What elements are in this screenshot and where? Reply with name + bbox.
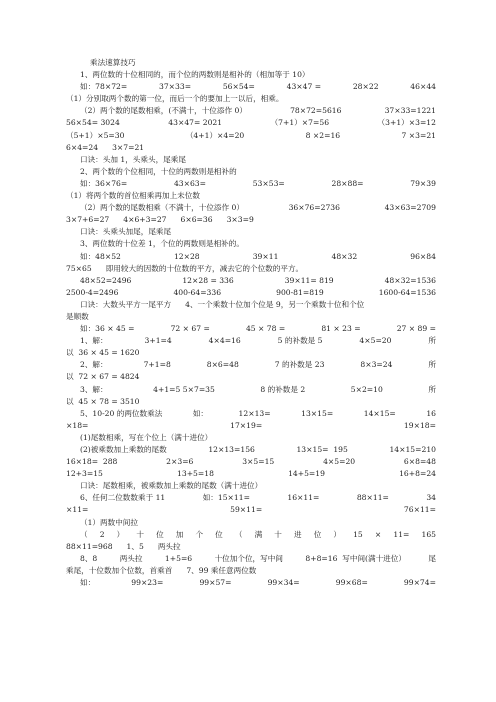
text-line	[66, 359, 436, 371]
text-segment: 79×39	[410, 178, 436, 188]
text-segment: 是顺数	[66, 311, 89, 321]
text-line	[66, 154, 436, 166]
text-segment: 8、8	[80, 553, 98, 563]
text-line	[66, 81, 436, 93]
text-segment: 48×32=1536	[384, 275, 436, 285]
text-segment: 43×47= 2021	[168, 118, 223, 128]
text-segment: 99×23=	[131, 578, 164, 588]
text-segment: 5 的补数是 5	[277, 336, 323, 346]
text-line	[66, 504, 436, 516]
text-segment: 如：48×52	[80, 251, 121, 261]
text-line	[66, 408, 436, 420]
text-segment: 8×6=48	[206, 360, 239, 370]
text-line	[66, 238, 436, 250]
text-segment: ×18=	[66, 420, 89, 430]
text-segment: 两头拉	[157, 541, 181, 551]
text-line	[66, 214, 436, 226]
text-segment: 如：36×76=	[80, 178, 128, 188]
text-segment: 3×3=9	[226, 215, 254, 225]
text-line	[66, 371, 436, 383]
text-segment: 39×11= 819	[284, 275, 334, 285]
text-segment: 两头拉	[119, 553, 143, 563]
text-segment: 位	[215, 529, 223, 539]
text-segment: 99×34=	[267, 578, 300, 588]
text-segment: 以 36 × 45 = 1620	[66, 348, 140, 358]
text-segment: 乘法速算技巧	[90, 58, 136, 67]
text-line	[66, 492, 436, 504]
text-segment: 12+3=15	[66, 469, 103, 479]
text-line	[66, 432, 436, 444]
text-segment: 14×15=210	[389, 445, 436, 454]
text-line	[66, 577, 436, 589]
text-segment: （7+1）×7=56	[270, 118, 330, 128]
text-segment: 6、任何二位数数乘于 11	[80, 493, 166, 503]
document-body	[66, 57, 436, 589]
text-segment: 8×3=24	[360, 360, 393, 370]
text-segment: 12×13=	[238, 408, 271, 418]
text-segment: 2500-4=2496	[66, 287, 119, 297]
text-segment: （2）两个数的尾数相乘，(不满十，十位添作 0）	[80, 106, 247, 116]
text-line	[66, 565, 436, 577]
text-segment: ）	[333, 529, 341, 539]
text-segment: 7、99 乘任意两位数	[186, 565, 257, 575]
text-segment: 以 72 × 67 = 4824	[66, 372, 140, 382]
text-segment: （1）分别取两个数的第一位，而后一个的要加上一以后，相乘。	[66, 94, 284, 104]
text-segment: 3×7=21	[112, 142, 145, 152]
text-segment: 8+8=16 写中间(满十进位）	[305, 553, 406, 563]
text-segment: 1、两位数的十位相同的，而个位的两数则是相补的（相加等于 10）	[80, 70, 310, 80]
text-segment: （4+1）×4=20	[185, 130, 245, 140]
text-segment: 88×11=968	[66, 541, 113, 551]
text-segment: (1)尾数相乘，写在个位上（满十进位）	[80, 432, 213, 442]
text-segment: 口诀：头乘头加尾，尾乘尾	[80, 227, 172, 237]
text-segment: 3×5=15	[242, 457, 275, 467]
text-segment: 99×57=	[199, 578, 232, 588]
text-segment: 4+1=5 5×7=35	[153, 384, 215, 394]
text-segment: 78×72=5616	[290, 106, 342, 116]
text-segment: （5+1）×5=30	[66, 130, 125, 140]
text-line	[66, 347, 436, 359]
text-line	[66, 190, 436, 202]
text-line	[66, 384, 436, 396]
text-segment: 37×33=	[159, 82, 192, 92]
text-segment: 7 ×3=21	[401, 130, 436, 140]
text-segment: 即用较大的因数的十位数的平方，减去它的个位数的平方。	[105, 263, 304, 273]
text-line	[66, 93, 436, 105]
text-segment: ×	[374, 529, 382, 539]
text-segment: 6×4=24	[66, 142, 99, 152]
text-segment: 以 45 × 78 = 3510	[66, 396, 140, 406]
text-segment: 十位加个位，写中间	[214, 553, 283, 563]
text-segment: 2	[99, 529, 105, 539]
text-segment: 个	[195, 529, 204, 539]
text-segment: 4×5=20	[323, 457, 356, 467]
text-segment: 16	[426, 408, 436, 418]
text-line	[66, 335, 436, 347]
text-segment: 3、两位数的十位差 1，个位的两数则是相补的。	[80, 239, 244, 249]
text-segment: 12×28	[173, 251, 200, 261]
text-segment: 36×76=2736	[288, 203, 340, 213]
text-segment: 所	[428, 336, 436, 346]
text-line	[66, 275, 436, 287]
text-line	[66, 130, 436, 142]
text-segment: 2、两个数的个位相同，十位的两数则是相补的	[80, 166, 237, 176]
text-segment: 75×65	[66, 263, 92, 273]
text-segment: 28×22	[352, 82, 379, 92]
text-segment: （2）两个数的尾数相乘（不满十，十位添作 0）	[80, 203, 244, 213]
text-line	[66, 226, 436, 238]
text-segment: 如：36 × 45 =	[80, 324, 135, 334]
text-segment: 43×63=2709	[384, 203, 436, 213]
text-line	[66, 142, 436, 154]
text-segment: ）	[116, 529, 125, 539]
text-segment: （	[234, 529, 243, 539]
text-segment: ×11=	[66, 505, 89, 515]
text-segment: 乘尾，十位数加个位数，首乘首	[66, 565, 173, 575]
text-segment: 位	[156, 529, 164, 539]
text-segment: 2、解：	[80, 360, 108, 370]
text-segment: 76×11=	[403, 505, 436, 515]
text-segment: 59×11=	[230, 505, 263, 515]
text-segment: 1、解：	[80, 336, 108, 346]
text-segment: 48×52=2496	[80, 275, 132, 285]
text-segment: 14×15=	[363, 408, 396, 418]
text-segment: 56×54= 3024	[66, 118, 120, 128]
text-segment: 4、一个乘数十位加个位是 9，另一个乘数十位和个位	[185, 299, 365, 309]
text-segment: 81 × 23 =	[321, 324, 361, 334]
text-segment: 13×15=	[301, 408, 334, 418]
text-segment: 4×6+3=27	[123, 215, 167, 225]
text-segment: 3+1=4	[144, 336, 172, 346]
text-segment: 28×88=	[331, 178, 364, 188]
text-segment: 1+5=6	[164, 553, 193, 563]
text-segment: 2×3=6	[166, 457, 194, 467]
text-segment: 13+5=18	[177, 469, 214, 479]
text-line	[66, 517, 436, 529]
text-segment: 99×68=	[335, 578, 368, 588]
text-segment: 如：15×11=	[202, 493, 250, 503]
text-segment: 4×5=20	[359, 336, 392, 346]
text-segment: 8 ×2=16	[305, 130, 341, 140]
text-segment: 如：	[192, 408, 209, 418]
text-segment: 3、解：	[80, 384, 108, 394]
text-line	[66, 396, 436, 408]
text-segment: 如：	[80, 578, 96, 588]
text-line	[66, 468, 436, 480]
text-segment: 16×18= 288	[66, 457, 118, 467]
text-line	[66, 541, 436, 553]
text-segment: 56×54=	[222, 82, 255, 92]
text-segment: 900-81=819	[276, 287, 324, 297]
text-segment: 1、5	[126, 541, 144, 551]
text-segment: (2)被乘数加上乘数的尾数	[80, 445, 167, 454]
text-segment: 加	[175, 529, 184, 539]
text-segment: 3×7+6=27	[66, 215, 110, 225]
text-segment: 口诀：大数头平方一尾平方	[80, 299, 172, 309]
text-segment: 6×8=48	[403, 457, 436, 467]
text-segment: 14+5=19	[288, 469, 325, 479]
text-segment: 口诀：尾数相乘，被乘数加上乘数的尾数（满十进位）	[80, 481, 263, 491]
text-line	[66, 178, 436, 190]
text-line	[66, 287, 436, 299]
text-segment: 16×11=	[287, 493, 320, 503]
text-segment: 5、10-20 的两位数乘法	[80, 408, 163, 418]
text-segment: 39×11	[252, 251, 279, 261]
text-line	[66, 251, 436, 263]
text-segment: 15	[353, 529, 363, 539]
text-segment: （3+1）×3=12	[377, 118, 436, 128]
text-segment: 88×11=	[356, 493, 389, 503]
text-line	[66, 553, 436, 565]
text-segment: 位	[313, 529, 322, 539]
text-segment: 6×6=36	[180, 215, 213, 225]
text-segment: 尾	[428, 553, 436, 563]
text-line	[66, 480, 436, 492]
text-segment: 7+1=8	[143, 360, 171, 370]
text-segment: （1）两数中间拉	[80, 517, 138, 527]
text-line	[66, 202, 436, 214]
text-line	[66, 529, 436, 541]
text-segment: （1）将两个数的首位相乘再加上未位数	[66, 191, 200, 201]
text-segment: 11=	[393, 529, 410, 539]
text-segment: 17×19=	[230, 420, 263, 430]
text-segment: 如：78×72=	[80, 82, 128, 92]
text-segment: 5×2=10	[350, 384, 383, 394]
text-line	[66, 456, 436, 468]
text-segment: 13×15= 195	[296, 445, 348, 454]
text-line	[66, 57, 436, 69]
text-segment: 8 的补数是 2	[260, 384, 306, 394]
text-segment: 53×53=	[252, 178, 285, 188]
text-segment: 37×33=1221	[384, 106, 436, 116]
text-segment: 进	[293, 529, 302, 539]
text-segment: （	[80, 529, 88, 539]
text-segment: 400-64=336	[173, 287, 222, 297]
text-segment: 27 × 89 =	[396, 324, 436, 334]
text-segment: 4×4=16	[208, 336, 241, 346]
text-line	[66, 299, 436, 311]
text-segment: 19×18=	[403, 420, 436, 430]
text-segment: 96×84	[410, 251, 436, 261]
text-segment: 十	[136, 529, 144, 539]
text-line	[66, 420, 436, 432]
text-segment: 72 × 67 =	[170, 324, 210, 334]
text-segment: 口诀：头加 1，头乘头，尾乘尾	[80, 154, 186, 164]
text-line	[66, 117, 436, 129]
text-segment: 99×74=	[403, 578, 436, 588]
text-segment: 12×28 = 336	[182, 275, 234, 285]
text-segment: 所	[428, 384, 436, 394]
text-segment: 43×63=	[173, 178, 207, 188]
text-segment: 16+8=24	[399, 469, 436, 479]
text-line	[66, 323, 436, 335]
text-segment: 12×13=156	[208, 445, 255, 454]
text-line	[66, 105, 436, 117]
text-line	[66, 69, 436, 81]
text-line	[66, 263, 436, 275]
text-segment: 34	[426, 493, 436, 503]
text-segment: 满	[254, 529, 263, 539]
text-segment: 48×32	[331, 251, 358, 261]
text-segment: 十	[274, 529, 282, 539]
text-segment: 45 × 78 =	[245, 324, 286, 334]
text-line	[66, 166, 436, 178]
text-segment: 1600-64=1536	[378, 287, 436, 297]
text-segment: 165	[421, 529, 436, 539]
text-segment: 46×44	[410, 82, 436, 92]
text-segment: 所	[428, 360, 436, 370]
text-line	[66, 311, 436, 323]
text-segment: 43×47 =	[286, 82, 322, 92]
text-line	[66, 444, 436, 456]
text-segment: 7 的补数是 23	[274, 360, 325, 370]
